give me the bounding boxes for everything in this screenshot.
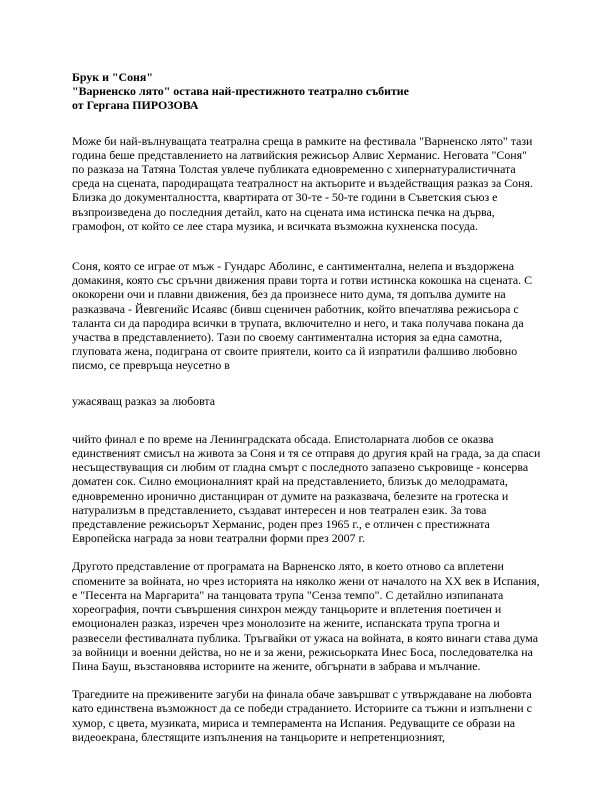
article-title: Брук и "Соня"	[72, 70, 153, 84]
paragraph-1: Може би най-вълнуващата театрална среща в рамките на фестивала "Варненско лято" тази година беше представлението на латвийския режисьор Алвис Херманис. Неговата "Соня" по разказа на Татяна Толстая увлече публиката едновременно с хипернатуралистичната среда на сцената, пародиращата театралност на актьорите и въздействащия разказ за Соня. Близка до документалността, квартирата от 30-те - 50-те години в Съветския съюз е възпроизведена до последния детайл, като на сцената има истинска печка на дърва, грамофон, от който се лее стара музика, и всичката възможна кухненска посуда.	[72, 133, 533, 233]
article-header	[72, 70, 542, 113]
paragraph-4: чийто финал е по време на Ленинградската обсада. Епистоларната любов се оказва единственият смисъл на живота за Соня и тя се отправя до другия край на града, за да спаси несъществуващия си любим от гладна смърт с последното запазено съкровище - консерва доматен сок. Силно емоционалният край на представлението, близък до мелодрамата, едновременно иронично дистанциран от думите на разказвача, белезите на гротеска и натурализъм в представлението, създават интересен и нов театрален език. За това представление режисьорът Херманис, роден през 1965 г., е отличен с престижната Европейска награда за нови театрални форми през 2007 г.	[72, 431, 541, 546]
paragraph-2: Соня, която се играе от мъж - Гундарс Аболинс, е сантиментална, нелепа и въздоржена домакиня, която със сръчни движения прави торта и готви истинска кокошка на сцената. С ококорени очи и плавни движения, без да произнесе нито дума, тя допълва думите на разказвача - Йевгенийс Исаявс (бивш сценичен работник, който впечатлява режисьора с таланта си да пародира всички в трупата, включително и него, и така получава покана да участва в представлението). Тази по своему сантиментална история за една самотна, глуповата жена, подиграна от своите приятели, които са й изпратили фалшиво любовно писмо, се превръща неусетно в	[72, 259, 533, 373]
article-subtitle: "Варненско лято" остава най-престижното театрално събитие	[72, 84, 409, 99]
article	[72, 70, 542, 744]
article-author: от Гергана ПИРОЗОВА	[72, 98, 199, 113]
paragraph-5: Другото представление от програмата на Варненско лято, в което отново са вплетени спомените за войната, но чрез историята на няколко жени от началото на XX век в Испания, е "Песента на Маргарита" на танцовата трупа "Сенза темпо". С детайлно изпипаната хореография, почти съвършения синхрон между танцьорите и вплетения поетичен и емоционален разказ, изречен чрез монолозите на жените, испанската трупа трогна и развесели фестивалната публика. Тръгвайки от ужаса на войната, в която винаги става дума за войници и военни действа, но не и за жени, режисьорката Инес Боса, последователка на Пина Бауш, възстановява историите на жените, обгърнати в забрава и мълчание.	[72, 559, 540, 673]
paragraph-3: ужасяващ разказ за любовта	[72, 393, 216, 408]
paragraph-6: Трагедиите на преживените загуби на финала обаче завършват с утвърждаване на любовта като единствена възможност да се победи страданието. Историите са тъжни и изпълнени с хумор, с цвета, музиката, мириса и темпераментa на Испания. Редуващите се образи на видеоекрана, блестящите изпълнения на танцьорите и непретенциозният,	[72, 687, 532, 744]
